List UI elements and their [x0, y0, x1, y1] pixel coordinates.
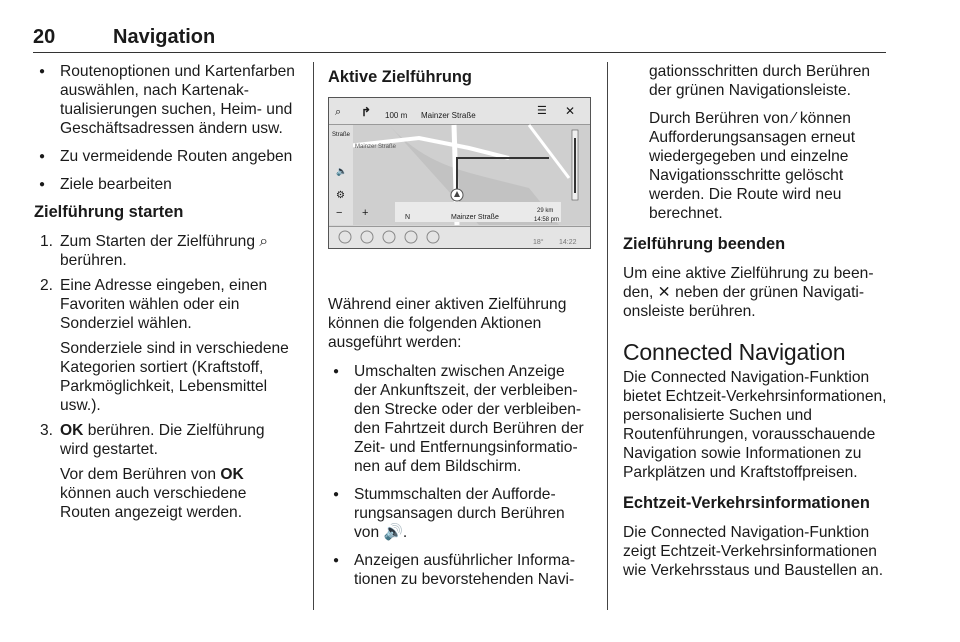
step-text: Zum Starten der Zielführung ⌕ berühren. [60, 233, 269, 269]
note-text: können auch verschiedene Routen angezeigt werden. [60, 485, 247, 521]
clock: 14:22 [559, 239, 577, 246]
section-heading-large: Connected Navigation [623, 339, 846, 365]
section-heading: Zielführung starten [34, 203, 184, 221]
compass[interactable]: N [405, 214, 411, 221]
step-2 [34, 276, 296, 333]
column-2 [328, 62, 590, 598]
zoom-in-button[interactable]: + [362, 207, 369, 219]
page-header [33, 24, 886, 53]
list-item: ● Umschalten zwischen Anzeige der Ankunftszeit, der verbleibenden Strecke oder der verbleibenden Fahrtzeit durch Berühren der Zeit- und Entfernungsinformationen auf dem Bildschirm. [328, 362, 590, 476]
paragraph: Die Connected Navigation-Funktion bietet Echtzeit-Verkehrsinformationen, personalisierte Suchen und Routenführungen, vorausschauende Navigation sowie Informationen zu Parkplätzen und Kraftstoffpreisen. [623, 369, 887, 481]
ok-label: OK [60, 422, 84, 439]
arrival-distance[interactable]: 29 km [537, 208, 554, 214]
search-icon[interactable]: ⌕ [335, 106, 342, 118]
intro-text: Während einer aktiven Zielführung können die folgenden Aktionen ausgeführt werden: [328, 296, 567, 351]
close-icon[interactable]: ✕ [565, 104, 576, 118]
paragraph: Die Connected Navigation-Funktion zeigt Echtzeit-Verkehrsinformationen wie Verkehrsstaus und Baustellen an. [623, 524, 884, 579]
column-divider [607, 62, 608, 610]
step-note [34, 465, 296, 522]
section-heading: Aktive Zielführung [328, 68, 472, 86]
list-item: ● Routenoptionen und Kartenfarben auswählen, nach Kartenaktualisierungen suchen, Heim- und Geschäftsadressen ändern usw. [34, 62, 296, 138]
column-3 [623, 62, 893, 590]
step-text: berühren. Die Zielführung wird gestartet. [60, 422, 265, 458]
arrival-time[interactable]: 14:58 pm [534, 217, 560, 223]
step-3 [34, 421, 296, 459]
gear-icon[interactable]: ⚙ [336, 190, 345, 201]
navigation-screenshot [328, 97, 591, 249]
step-text: Eine Adresse eingeben, einen Favoriten wählen oder ein Sonderziel wählen. [60, 277, 268, 332]
speaker-icon[interactable]: 🔈 [336, 166, 348, 176]
list-item: ● Anzeigen ausführlicher Informationen zu bevorstehenden Navi- [328, 551, 590, 589]
section-heading: Zielführung beenden [623, 235, 786, 253]
note-text: Vor dem Berühren von [60, 466, 221, 483]
step-number: 2. [40, 277, 54, 294]
zoom-out-button[interactable]: − [336, 207, 343, 219]
section-heading: Echtzeit-Verkehrsinformationen [623, 494, 870, 512]
column-1 [34, 62, 296, 528]
column-divider [313, 62, 314, 610]
turn-distance: 100 m [385, 111, 408, 120]
step-number: 1. [40, 233, 54, 250]
street-bottom[interactable]: Mainzer Straße [451, 214, 499, 221]
step-1 [34, 232, 296, 270]
temperature: 18° [533, 239, 544, 246]
step-note: Sonderziele sind in verschiedene Kategorien sortiert (Kraftstoff, Parkmöglichkeit, Lebensmittel usw.). [60, 340, 289, 414]
list-item: ● Ziele bearbeiten [34, 175, 296, 194]
street-top: Mainzer Straße [421, 111, 476, 120]
page-title: Navigation [113, 26, 216, 48]
ok-label: OK [220, 466, 244, 483]
step-number: 3. [40, 422, 54, 439]
page-number: 20 [33, 26, 56, 48]
list-item: ● Zu vermeidende Routen angeben [34, 147, 296, 166]
map-street-label: Mainzer Straße [355, 144, 397, 150]
turn-arrow-icon: ↱ [361, 105, 372, 119]
paragraph: Durch Berühren von ⁄ können Aufforderungsansagen erneut wiedergegeben und einzelne Navigationsschritte gelöscht werden. Die Route wird neu berechnet. [649, 110, 856, 222]
list-icon[interactable]: ☰ [537, 105, 547, 117]
paragraph: Um eine aktive Zielführung zu beenden, ✕ neben der grünen Navigationsleiste berühren. [623, 265, 874, 320]
map-side-label: Straße [332, 132, 351, 138]
continued-text: gationsschritten durch Berühren der grünen Navigationsleiste. [649, 63, 871, 99]
list-item: ● Stummschalten der Aufforderungsansagen durch Berühren von 🔊. [328, 485, 590, 542]
